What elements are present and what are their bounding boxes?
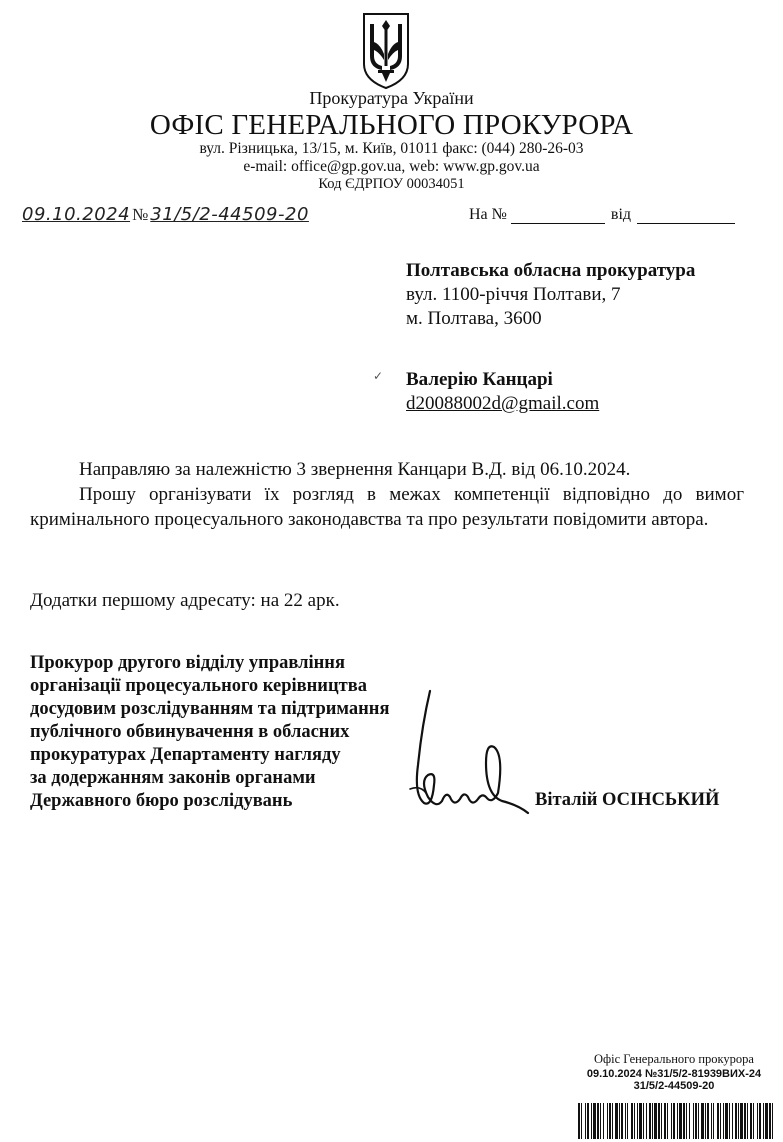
signatory-position	[30, 652, 440, 813]
barcode-bar	[723, 1103, 724, 1139]
barcode-bar	[646, 1103, 647, 1139]
barcode-bar	[747, 1103, 748, 1139]
barcode-bar	[695, 1103, 697, 1139]
coat-of-arms-icon	[361, 12, 411, 90]
barcode-bar	[591, 1103, 592, 1139]
body-paragraph: Прошу організувати їх розгляд в межах компетенції відповідно до вимог кримінального процесуального законодавства та про результати повідомити автора.	[30, 484, 744, 530]
barcode-bar	[772, 1103, 773, 1139]
org-edrpou: Код ЄДРПОУ 00034051	[318, 176, 465, 192]
registration-stamp	[572, 1052, 776, 1092]
barcode-bar	[769, 1103, 771, 1139]
signer-name: Віталій ОСІНСЬКИЙ	[535, 790, 720, 810]
letter-body	[30, 457, 744, 532]
barcode-bar	[720, 1103, 721, 1139]
recipient-block	[406, 259, 695, 331]
barcode-bar	[619, 1103, 620, 1139]
barcode-bar	[643, 1103, 644, 1139]
position-line: прокуратурах Департаменту нагляду	[30, 745, 341, 765]
barcode-bar	[585, 1103, 586, 1139]
stamp-number: 31/5/2-44509-20	[633, 1080, 715, 1092]
barcode-bar	[738, 1103, 739, 1139]
barcode-bar	[671, 1103, 672, 1139]
incoming-number-blank	[511, 207, 605, 224]
barcode	[577, 1103, 775, 1139]
barcode-bar	[732, 1103, 733, 1139]
incoming-date-blank	[637, 207, 735, 224]
stamp-registration: 09.10.2024 №31/5/2-81939ВИХ-24	[586, 1068, 762, 1080]
org-subtitle: Прокуратура України	[309, 88, 474, 108]
barcode-bar	[740, 1103, 743, 1139]
barcode-bar	[729, 1103, 730, 1139]
barcode-bar	[581, 1103, 582, 1139]
body-paragraph: Направляю за належністю 3 звернення Канцари В.Д. від 06.10.2024.	[79, 459, 631, 480]
outgoing-reference	[22, 204, 309, 225]
barcode-bar	[689, 1103, 690, 1139]
barcode-bar	[701, 1103, 704, 1139]
position-line: досудовим розслідуванням та підтримання	[30, 699, 390, 719]
barcode-bar	[693, 1103, 694, 1139]
barcode-bar	[603, 1103, 604, 1139]
barcode-bar	[578, 1103, 580, 1139]
barcode-bar	[615, 1103, 618, 1139]
stamp-org: Офіс Генерального прокурора	[594, 1052, 754, 1066]
barcode-bar	[587, 1103, 589, 1139]
barcode-bar	[686, 1103, 687, 1139]
barcode-bar	[698, 1103, 699, 1139]
barcode-bar	[664, 1103, 666, 1139]
attachments-note: Додатки першому адресату: на 22 арк.	[30, 590, 340, 611]
barcode-bar	[637, 1103, 638, 1139]
barcode-bar	[765, 1103, 768, 1139]
outgoing-date: 09.10.2024	[22, 204, 131, 225]
outgoing-number: 31/5/2-44509-20	[150, 204, 309, 225]
barcode-bar	[711, 1103, 712, 1139]
person-email: d20088002d@gmail.com	[406, 393, 600, 414]
barcode-bar	[661, 1103, 662, 1139]
barcode-bar	[652, 1103, 653, 1139]
barcode-bar	[725, 1103, 728, 1139]
barcode-bar	[753, 1103, 754, 1139]
barcode-bar	[609, 1103, 611, 1139]
barcode-bar	[683, 1103, 685, 1139]
position-line: за додержанням законів органами	[30, 768, 316, 788]
person-name: Валерію Канцарі	[406, 369, 553, 390]
barcode-bar	[713, 1103, 714, 1139]
barcode-bar	[600, 1103, 601, 1139]
position-line: Прокурор другого відділу управління	[30, 653, 345, 673]
barcode-bar	[707, 1103, 709, 1139]
incoming-reference	[469, 206, 735, 224]
barcode-bar	[639, 1103, 642, 1139]
recipient-street: вул. 1100-річчя Полтави, 7	[406, 284, 621, 305]
position-line: публічного обвинувачення в обласних	[30, 722, 350, 742]
position-line: Державного бюро розслідувань	[30, 791, 293, 811]
barcode-bar	[667, 1103, 668, 1139]
barcode-bar	[658, 1103, 660, 1139]
org-title: ОФІС ГЕНЕРАЛЬНОГО ПРОКУРОРА	[149, 109, 634, 141]
barcode-bar	[705, 1103, 706, 1139]
barcode-bar	[744, 1103, 746, 1139]
check-mark-icon: ✓	[373, 369, 384, 383]
barcode-bar	[631, 1103, 633, 1139]
barcode-bar	[607, 1103, 608, 1139]
barcode-bar	[750, 1103, 752, 1139]
incoming-date-label: від	[610, 206, 632, 223]
barcode-bar	[717, 1103, 719, 1139]
incoming-number-label: На №	[469, 206, 507, 223]
recipient-name: Полтавська обласна прокуратура	[406, 260, 696, 281]
barcode-bar	[679, 1103, 682, 1139]
barcode-bar	[593, 1103, 596, 1139]
barcode-bar	[759, 1103, 761, 1139]
barcode-bar	[634, 1103, 635, 1139]
barcode-bar	[621, 1103, 623, 1139]
barcode-bar	[735, 1103, 737, 1139]
barcode-bar	[654, 1103, 657, 1139]
position-line: організації процесуального керівництва	[30, 676, 367, 696]
org-address: вул. Різницька, 13/15, м. Київ, 01011 факс: (044) 280-26-03	[199, 140, 584, 157]
barcode-bar	[757, 1103, 758, 1139]
barcode-bar	[627, 1103, 628, 1139]
barcode-bar	[597, 1103, 599, 1139]
org-contacts: e-mail: office@gp.gov.ua, web: www.gp.gov.ua	[243, 158, 540, 175]
barcode-bar	[763, 1103, 764, 1139]
barcode-bar	[649, 1103, 651, 1139]
outgoing-number-label: №	[132, 205, 149, 224]
recipient-city: м. Полтава, 3600	[406, 308, 542, 329]
person-block	[406, 368, 599, 416]
barcode-bar	[677, 1103, 678, 1139]
barcode-bar	[673, 1103, 675, 1139]
barcode-bar	[625, 1103, 626, 1139]
handwritten-signature	[402, 685, 538, 831]
barcode-bar	[612, 1103, 613, 1139]
